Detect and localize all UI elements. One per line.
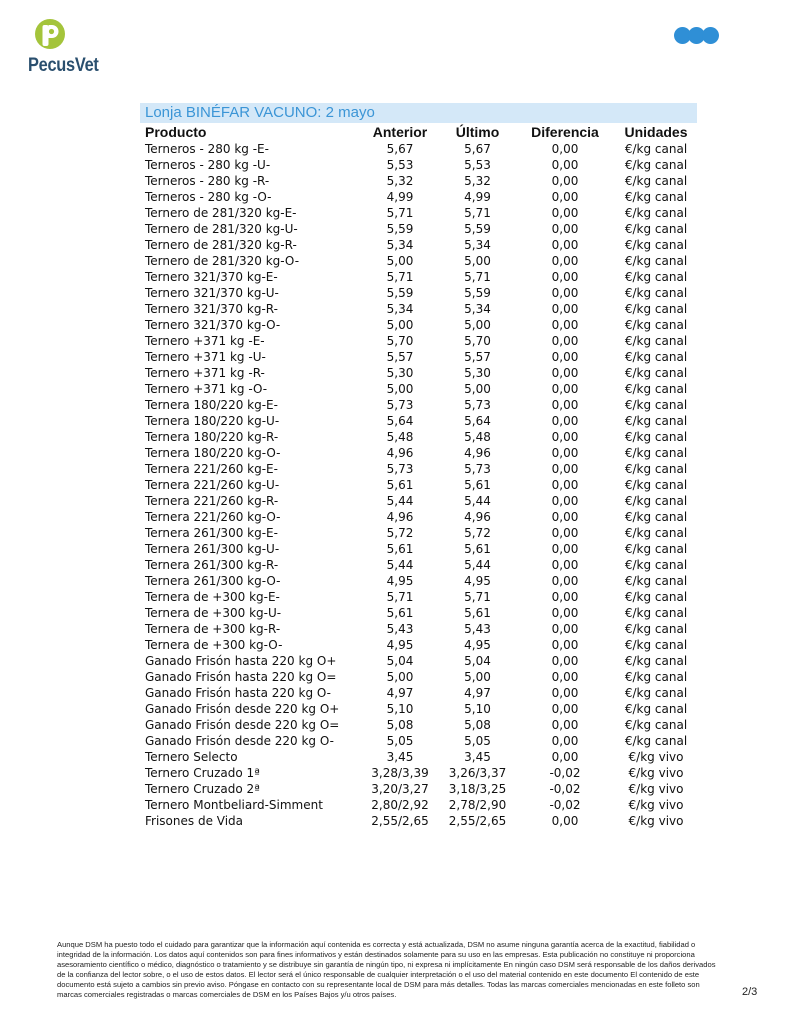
cell-producto: Ternero +371 kg -O- [145,382,268,396]
cell-producto: Ganado Frisón desde 220 kg O= [145,718,340,732]
cell-diferencia: 0,00 [551,222,579,236]
cell-anterior: 5,64 [386,414,414,428]
cell-unidades: €/kg canal [624,382,688,396]
cell-diferencia: 0,00 [551,702,579,716]
cell-producto: Ganado Frisón hasta 220 kg O- [145,686,331,700]
cell-ultimo: 3,18/3,25 [448,782,507,796]
cell-unidades: €/kg canal [624,398,688,412]
table-row [140,141,697,157]
cell-ultimo: 5,73 [464,462,491,476]
cell-unidades: €/kg canal [624,238,688,252]
cell-producto: Ternero 321/370 kg-U- [145,286,279,300]
cell-anterior: 4,95 [386,638,414,652]
cell-producto: Ternera 180/220 kg-U- [145,414,280,428]
cell-diferencia: 0,00 [551,750,579,764]
cell-producto: Ganado Frisón hasta 220 kg O+ [145,654,337,668]
table-row [140,541,697,557]
cell-producto: Ternero Selecto [145,750,238,764]
cell-producto: Ternero de 281/320 kg-U- [145,222,298,236]
table-row [140,429,697,445]
table-row [140,445,697,461]
cell-diferencia: 0,00 [551,206,579,220]
cell-unidades: €/kg canal [624,558,688,572]
cell-producto: Terneros - 280 kg -U- [145,158,271,172]
cell-unidades: €/kg canal [624,206,688,220]
cell-producto: Ternera 180/220 kg-E- [145,398,278,412]
cell-diferencia: -0,02 [549,766,581,780]
cell-anterior: 5,00 [386,670,414,684]
brand-name: PecusVet [28,55,99,76]
cell-ultimo: 5,73 [464,398,491,412]
table-row [140,669,697,685]
cell-diferencia: 0,00 [551,318,579,332]
price-table [140,124,697,829]
pecusvet-logo [28,18,100,80]
cell-producto: Ternera 261/300 kg-O- [145,574,281,588]
cell-unidades: €/kg canal [624,318,688,332]
table-row [140,349,697,365]
table-row [140,749,697,765]
cell-ultimo: 5,71 [464,590,491,604]
cell-producto: Terneros - 280 kg -E- [145,142,269,156]
cell-diferencia: 0,00 [551,286,579,300]
cell-ultimo: 5,43 [464,622,491,636]
cell-producto: Ternero +371 kg -R- [145,366,265,380]
cell-producto: Ternera 261/300 kg-R- [145,558,279,572]
cell-producto: Ternera 221/260 kg-R- [145,494,279,508]
cell-unidades: €/kg vivo [628,750,684,764]
cell-producto: Ternera 221/260 kg-E- [145,462,278,476]
table-row [140,717,697,733]
table-row [140,701,697,717]
cell-anterior: 5,00 [386,254,414,268]
cell-anterior: 4,99 [386,190,414,204]
cell-diferencia: 0,00 [551,542,579,556]
cell-diferencia: 0,00 [551,190,579,204]
cell-anterior: 5,00 [386,318,414,332]
cell-unidades: €/kg canal [624,590,688,604]
cell-unidades: €/kg canal [624,478,688,492]
cell-ultimo: 4,95 [464,574,491,588]
cell-anterior: 4,96 [386,510,414,524]
table-row [140,301,697,317]
header-diferencia: Diferencia [531,124,599,140]
cell-producto: Ternero Cruzado 2ª [145,782,260,796]
cell-unidades: €/kg canal [624,510,688,524]
table-row [140,317,697,333]
cell-diferencia: 0,00 [551,302,579,316]
cell-diferencia: 0,00 [551,462,579,476]
cell-producto: Ternera de +300 kg-E- [145,590,280,604]
cell-diferencia: 0,00 [551,494,579,508]
cell-producto: Ternero de 281/320 kg-O- [145,254,300,268]
cell-anterior: 5,57 [386,350,414,364]
cell-ultimo: 5,48 [464,430,491,444]
cell-anterior: 5,05 [386,734,414,748]
cell-anterior: 5,44 [386,558,414,572]
cell-diferencia: 0,00 [551,382,579,396]
cell-anterior: 5,70 [386,334,414,348]
cell-unidades: €/kg canal [624,622,688,636]
cell-diferencia: 0,00 [551,430,579,444]
brand-dots [674,27,722,45]
table-row [140,637,697,653]
cell-producto: Ternero de 281/320 kg-R- [145,238,297,252]
cell-anterior: 5,61 [386,478,414,492]
table-row [140,653,697,669]
cell-ultimo: 5,59 [464,286,491,300]
cell-producto: Ternera 261/300 kg-U- [145,542,280,556]
table-row [140,477,697,493]
cell-ultimo: 3,45 [464,750,491,764]
cell-diferencia: 0,00 [551,254,579,268]
cell-unidades: €/kg canal [624,574,688,588]
cell-anterior: 4,96 [386,446,414,460]
cell-unidades: €/kg vivo [628,814,684,828]
cell-ultimo: 4,99 [464,190,491,204]
header-unidades: Unidades [624,124,688,140]
dot-icon [702,27,719,44]
table-row [140,781,697,797]
cell-ultimo: 5,57 [464,350,491,364]
report-title: Lonja BINÉFAR VACUNO: 2 mayo [145,104,375,121]
cell-producto: Ternera 221/260 kg-O- [145,510,281,524]
table-row [140,813,697,829]
table-row [140,557,697,573]
cell-ultimo: 5,05 [464,734,491,748]
cell-ultimo: 5,00 [464,670,491,684]
cell-diferencia: 0,00 [551,142,579,156]
cell-producto: Terneros - 280 kg -R- [145,174,270,188]
table-row [140,285,697,301]
header-ultimo: Último [455,124,500,140]
cell-diferencia: 0,00 [551,686,579,700]
cell-ultimo: 5,71 [464,206,491,220]
cell-producto: Ternera de +300 kg-U- [145,606,282,620]
cell-ultimo: 5,44 [464,494,491,508]
cell-ultimo: 5,34 [464,238,491,252]
cell-ultimo: 2,78/2,90 [448,798,507,812]
cell-unidades: €/kg canal [624,526,688,540]
table-row [140,493,697,509]
pecusvet-logo-icon [33,18,67,54]
cell-diferencia: 0,00 [551,350,579,364]
cell-unidades: €/kg canal [624,606,688,620]
cell-anterior: 5,43 [386,622,414,636]
cell-diferencia: 0,00 [551,398,579,412]
table-row [140,461,697,477]
cell-diferencia: 0,00 [551,366,579,380]
cell-anterior: 5,59 [386,286,414,300]
cell-producto: Ternera 221/260 kg-U- [145,478,280,492]
cell-unidades: €/kg canal [624,366,688,380]
cell-anterior: 5,71 [386,590,414,604]
cell-unidades: €/kg canal [624,414,688,428]
cell-diferencia: 0,00 [551,446,579,460]
cell-anterior: 5,10 [386,702,414,716]
cell-producto: Ternero +371 kg -U- [145,350,266,364]
table-row [140,173,697,189]
cell-unidades: €/kg canal [624,542,688,556]
cell-producto: Ternera 180/220 kg-O- [145,446,281,460]
cell-diferencia: 0,00 [551,526,579,540]
cell-unidades: €/kg canal [624,286,688,300]
table-row [140,413,697,429]
cell-anterior: 5,32 [386,174,414,188]
cell-producto: Terneros - 280 kg -O- [145,190,272,204]
table-row [140,237,697,253]
cell-ultimo: 5,64 [464,414,491,428]
cell-ultimo: 5,34 [464,302,491,316]
cell-ultimo: 4,95 [464,638,491,652]
cell-unidades: €/kg canal [624,446,688,460]
cell-unidades: €/kg canal [624,158,688,172]
cell-anterior: 5,08 [386,718,414,732]
cell-anterior: 3,28/3,39 [371,766,429,780]
cell-producto: Ternera de +300 kg-O- [145,638,283,652]
cell-producto: Ternero Montbeliard-Simment [145,798,323,812]
cell-anterior: 5,73 [386,398,414,412]
cell-producto: Ternero de 281/320 kg-E- [145,206,297,220]
page-number: 2/3 [742,986,758,998]
cell-ultimo: 5,67 [464,142,491,156]
cell-anterior: 5,71 [386,206,414,220]
cell-anterior: 4,97 [386,686,414,700]
cell-ultimo: 5,04 [464,654,491,668]
cell-anterior: 5,34 [386,302,414,316]
cell-anterior: 5,53 [386,158,414,172]
cell-diferencia: 0,00 [551,734,579,748]
cell-producto: Ganado Frisón hasta 220 kg O= [145,670,337,684]
cell-ultimo: 4,96 [464,510,491,524]
cell-anterior: 3,45 [386,750,414,764]
cell-producto: Ternero 321/370 kg-R- [145,302,278,316]
cell-diferencia: 0,00 [551,158,579,172]
table-row [140,765,697,781]
header-anterior: Anterior [372,124,428,140]
cell-producto: Ternero 321/370 kg-E- [145,270,278,284]
cell-unidades: €/kg canal [624,686,688,700]
cell-unidades: €/kg canal [624,734,688,748]
cell-anterior: 5,44 [386,494,414,508]
cell-producto: Ternero +371 kg -E- [145,334,265,348]
cell-diferencia: 0,00 [551,510,579,524]
table-row [140,333,697,349]
cell-producto: Ternera 261/300 kg-E- [145,526,278,540]
table-row [140,269,697,285]
cell-ultimo: 5,00 [464,318,491,332]
cell-anterior: 5,67 [386,142,414,156]
table-header-row [140,124,697,141]
table-row [140,573,697,589]
cell-unidades: €/kg canal [624,430,688,444]
cell-producto: Ganado Frisón desde 220 kg O+ [145,702,340,716]
cell-unidades: €/kg canal [624,254,688,268]
cell-ultimo: 4,96 [464,446,491,460]
cell-anterior: 5,34 [386,238,414,252]
cell-anterior: 5,30 [386,366,414,380]
cell-diferencia: 0,00 [551,174,579,188]
cell-diferencia: 0,00 [551,814,579,828]
cell-unidades: €/kg vivo [628,766,684,780]
cell-diferencia: 0,00 [551,622,579,636]
cell-diferencia: -0,02 [549,798,581,812]
cell-anterior: 5,48 [386,430,414,444]
table-row [140,733,697,749]
cell-ultimo: 5,72 [464,526,491,540]
cell-diferencia: 0,00 [551,590,579,604]
table-row [140,365,697,381]
cell-ultimo: 5,32 [464,174,491,188]
table-row [140,797,697,813]
cell-anterior: 5,61 [386,542,414,556]
cell-ultimo: 5,61 [464,478,491,492]
cell-unidades: €/kg canal [624,702,688,716]
table-row [140,397,697,413]
cell-anterior: 5,61 [386,606,414,620]
cell-diferencia: 0,00 [551,270,579,284]
table-row [140,189,697,205]
cell-diferencia: 0,00 [551,670,579,684]
cell-ultimo: 5,00 [464,254,491,268]
table-row [140,525,697,541]
cell-diferencia: 0,00 [551,414,579,428]
cell-producto: Ganado Frisón desde 220 kg O- [145,734,334,748]
cell-anterior: 4,95 [386,574,414,588]
cell-diferencia: 0,00 [551,574,579,588]
cell-diferencia: 0,00 [551,478,579,492]
cell-ultimo: 5,53 [464,158,491,172]
cell-unidades: €/kg canal [624,670,688,684]
cell-anterior: 5,00 [386,382,414,396]
cell-unidades: €/kg canal [624,494,688,508]
cell-unidades: €/kg canal [624,654,688,668]
cell-ultimo: 5,08 [464,718,491,732]
cell-producto: Ternero 321/370 kg-O- [145,318,281,332]
cell-diferencia: 0,00 [551,238,579,252]
cell-diferencia: 0,00 [551,334,579,348]
cell-diferencia: 0,00 [551,558,579,572]
table-row [140,589,697,605]
cell-ultimo: 5,10 [464,702,491,716]
cell-unidades: €/kg canal [624,190,688,204]
cell-producto: Ternera de +300 kg-R- [145,622,281,636]
cell-producto: Ternera 180/220 kg-R- [145,430,279,444]
table-row [140,253,697,269]
table-row [140,685,697,701]
table-row [140,381,697,397]
cell-diferencia: 0,00 [551,654,579,668]
cell-unidades: €/kg vivo [628,798,684,812]
table-row [140,221,697,237]
cell-unidades: €/kg canal [624,638,688,652]
cell-unidades: €/kg canal [624,718,688,732]
cell-unidades: €/kg vivo [628,782,684,796]
cell-ultimo: 2,55/2,65 [448,814,507,828]
cell-unidades: €/kg canal [624,142,688,156]
cell-unidades: €/kg canal [624,302,688,316]
cell-diferencia: 0,00 [551,638,579,652]
table-row [140,157,697,173]
cell-ultimo: 4,97 [464,686,491,700]
table-row [140,509,697,525]
cell-anterior: 5,71 [386,270,414,284]
cell-ultimo: 5,61 [464,606,491,620]
cell-unidades: €/kg canal [624,270,688,284]
cell-unidades: €/kg canal [624,334,688,348]
cell-ultimo: 5,00 [464,382,491,396]
cell-ultimo: 3,26/3,37 [448,766,507,780]
table-row [140,205,697,221]
cell-unidades: €/kg canal [624,222,688,236]
cell-unidades: €/kg canal [624,462,688,476]
cell-producto: Ternero Cruzado 1ª [145,766,260,780]
cell-unidades: €/kg canal [624,174,688,188]
cell-anterior: 2,55/2,65 [371,814,429,828]
cell-ultimo: 5,59 [464,222,491,236]
table-row [140,605,697,621]
cell-ultimo: 5,30 [464,366,491,380]
header-producto: Producto [145,124,207,140]
cell-anterior: 5,59 [386,222,414,236]
report-title-bar [140,103,697,123]
cell-anterior: 5,04 [386,654,414,668]
cell-ultimo: 5,70 [464,334,491,348]
cell-anterior: 5,73 [386,462,414,476]
cell-diferencia: -0,02 [549,782,581,796]
cell-ultimo: 5,61 [464,542,491,556]
cell-anterior: 2,80/2,92 [371,798,429,812]
cell-ultimo: 5,44 [464,558,491,572]
cell-diferencia: 0,00 [551,718,579,732]
cell-ultimo: 5,71 [464,270,491,284]
cell-unidades: €/kg canal [624,350,688,364]
cell-anterior: 3,20/3,27 [371,782,429,796]
table-row [140,621,697,637]
legal-disclaimer: Aunque DSM ha puesto todo el cuidado para garantizar que la información aquí contenida es correcta y está actualizada, DSM no asume ninguna garantía acerca de la exactitud, fiabilidad o integridad de la información. Los datos aquí contenidos son para fines informativos y están destinados solamente para su uso en las empresas. Esta publicación no constituye ni proporciona asesoramiento científico o médico, diagnóstico o tratamiento y se distribuye sin garantía de ningún tipo, ni expresa ni implícitamente En ningún caso DSM será responsable de los daños derivados de la confianza del lector sobre, o el uso de estos datos. El lector será el único responsable de cualquier interpretación o el uso del material contenido en este documento El contenido de este documento está sujeto a cambios sin previo aviso. Póngase en contacto con su representante local de DSM para más detalles. Todas las marcas comerciales mencionadas en este folleto son marcas comerciales registradas o marcas comerciales de DSM en los Países Bajos y/u otros países. [57,940,716,999]
cell-producto: Frisones de Vida [145,814,244,828]
cell-anterior: 5,72 [386,526,414,540]
cell-diferencia: 0,00 [551,606,579,620]
